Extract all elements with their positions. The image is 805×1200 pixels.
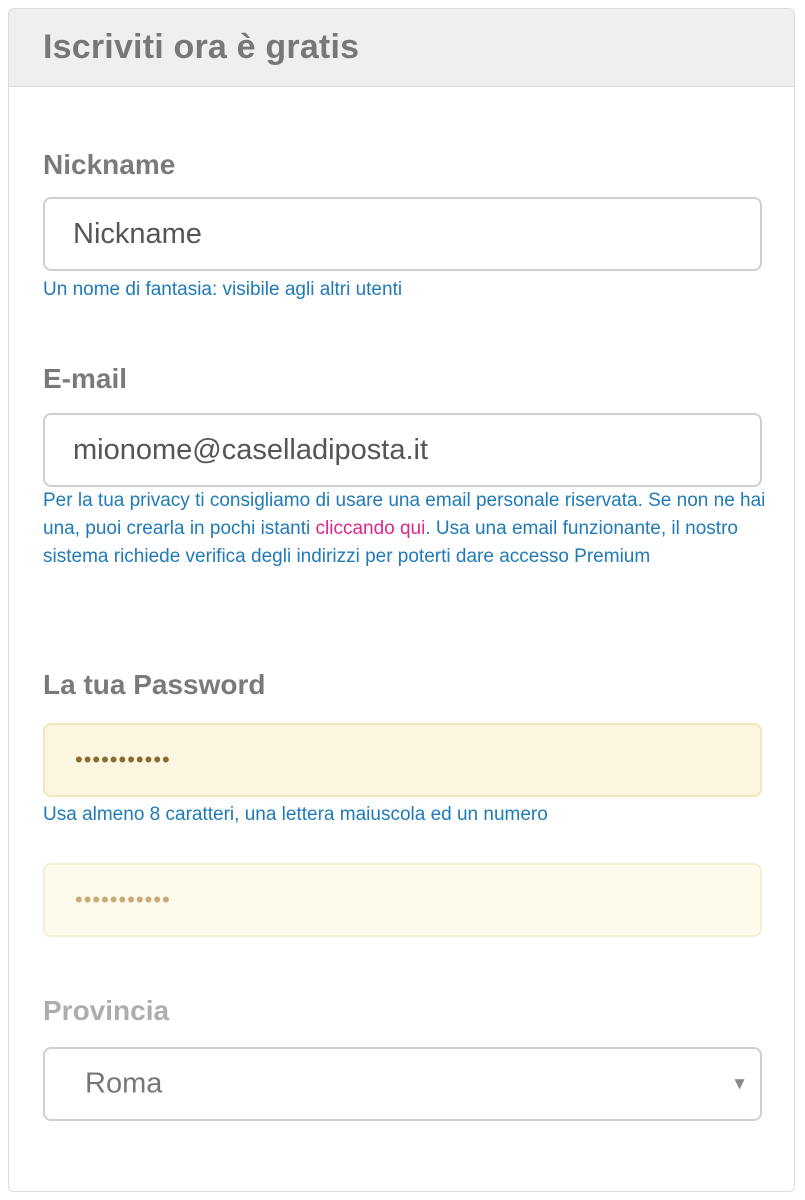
panel-header (9, 9, 794, 87)
email-help-text-continued: . Usa una email funzionante, il nostro sistema richiede verifica degli indirizzi per poterti dare accesso Premium (43, 518, 738, 567)
provincia-selected-value: Roma (85, 1067, 163, 1100)
password-help: Usa almeno 8 caratteri, una lettera maiuscola ed un numero (43, 804, 548, 825)
provincia-select[interactable] (43, 1047, 762, 1121)
password-label: La tua Password (43, 669, 266, 700)
email-help (43, 487, 773, 571)
provincia-label: Provincia (43, 995, 170, 1026)
password-confirm-input[interactable] (43, 863, 762, 937)
nickname-help: Un nome di fantasia: visibile agli altri utenti (43, 279, 403, 300)
nickname-label: Nickname (43, 149, 176, 180)
password-mask: ••••••••••• (75, 747, 171, 772)
chevron-down-icon: ▼ (731, 1074, 748, 1093)
nickname-input[interactable] (43, 197, 762, 271)
page-title: Iscriviti ora è gratis (43, 28, 360, 66)
password-input[interactable] (43, 723, 762, 797)
password-confirm-mask: ••••••••••• (75, 887, 171, 912)
create-email-link[interactable]: cliccando qui (315, 518, 426, 539)
signup-panel (8, 8, 795, 1192)
email-input[interactable] (43, 413, 762, 487)
email-label: E-mail (43, 363, 128, 394)
email-help-text: Per la tua privacy ti consigliamo di usare una email personale riservata. Se non ne hai una, puoi crearla in pochi istanti (43, 490, 766, 539)
